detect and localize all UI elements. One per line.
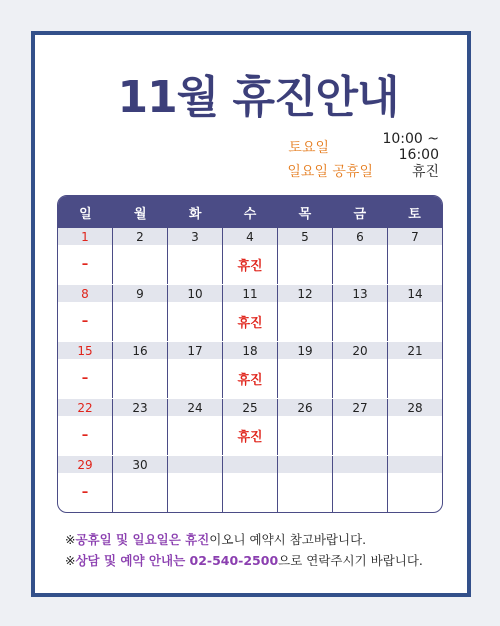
date-cell: 1 [58, 228, 113, 245]
footer-line-1-suffix: 이오니 예약시 참고바랍니다. [209, 532, 367, 547]
date-cell: 23 [113, 399, 168, 416]
week-notes-row [58, 359, 442, 398]
note-cell [388, 359, 442, 398]
weekday-fri: 금 [353, 206, 366, 222]
saturday-hours-row [287, 131, 439, 163]
note-cell [278, 359, 333, 398]
notice-frame [31, 31, 471, 597]
note-cell: – [58, 302, 113, 341]
date-cell: 16 [113, 342, 168, 359]
note-cell: – [58, 473, 113, 512]
saturday-value: 10:00 ~ 16:00 [382, 131, 439, 163]
note-cell: – [58, 359, 113, 398]
date-cell: 19 [278, 342, 333, 359]
footer-line-2-suffix: 으로 연락주시기 바랍니다. [278, 553, 423, 568]
holiday-value: 휴진 [411, 164, 439, 180]
date-cell: 4 [223, 228, 278, 245]
date-cell: 17 [168, 342, 223, 359]
date-cell: 24 [168, 399, 223, 416]
weekday-sun: 일 [79, 206, 92, 222]
date-cell: 2 [113, 228, 168, 245]
week-dates-row [58, 228, 442, 245]
date-cell: 7 [411, 229, 419, 244]
date-cell: 10 [168, 285, 223, 302]
note-cell [168, 245, 223, 284]
date-cell [223, 456, 278, 473]
note-cell [113, 473, 168, 512]
calendar-week [58, 398, 442, 455]
calendar-body [58, 228, 442, 512]
date-cell: 27 [333, 399, 388, 416]
weekday-mon: 월 [134, 206, 147, 222]
date-cell: 28 [407, 400, 423, 415]
note-cell [168, 473, 223, 512]
date-cell: 8 [58, 285, 113, 302]
date-cell: 25 [223, 399, 278, 416]
note-cell [333, 245, 388, 284]
note-cell [278, 416, 333, 455]
note-cell [168, 359, 223, 398]
note-cell: 휴진 [223, 245, 278, 284]
footer-line-1-highlight: 공휴일 및 일요일은 휴진 [75, 532, 210, 547]
date-cell: 18 [223, 342, 278, 359]
note-cell [388, 245, 442, 284]
note-cell [333, 302, 388, 341]
note-cell [388, 302, 442, 341]
date-cell: 3 [168, 228, 223, 245]
note-cell: 휴진 [223, 416, 278, 455]
date-cell [333, 456, 388, 473]
footer-line-2 [65, 550, 423, 571]
saturday-label: 토요일 [288, 140, 329, 156]
note-cell: – [58, 416, 113, 455]
date-cell: 11 [223, 285, 278, 302]
holiday-hours-row [287, 159, 439, 183]
week-notes-row [58, 416, 442, 455]
date-cell [388, 456, 442, 473]
note-cell [278, 473, 333, 512]
date-cell: 30 [113, 456, 168, 473]
date-cell: 5 [278, 228, 333, 245]
weekday-thu: 목 [298, 206, 312, 222]
note-cell [333, 473, 388, 512]
week-dates-row [58, 341, 442, 359]
date-cell: 26 [278, 399, 333, 416]
calendar [57, 195, 443, 513]
week-notes-row [58, 245, 442, 284]
calendar-header [58, 196, 442, 228]
date-cell: 15 [58, 342, 113, 359]
note-cell [388, 473, 442, 512]
week-notes-row [58, 473, 442, 512]
date-cell: 9 [113, 285, 168, 302]
note-cell: 휴진 [223, 302, 278, 341]
footer-line-2-prefix: ※ [65, 553, 76, 568]
week-dates-row [58, 455, 442, 473]
note-cell [113, 245, 168, 284]
note-cell [223, 473, 278, 512]
date-cell: 20 [333, 342, 388, 359]
week-dates-row [58, 398, 442, 416]
date-cell [278, 456, 333, 473]
date-cell: 13 [333, 285, 388, 302]
footer-notes [65, 529, 423, 571]
hours-info [287, 131, 439, 183]
date-cell: 22 [58, 399, 113, 416]
calendar-week [58, 341, 442, 398]
date-cell: 29 [58, 456, 113, 473]
calendar-week [58, 228, 442, 284]
note-cell [113, 302, 168, 341]
note-cell [168, 302, 223, 341]
page-title: 11월 휴진안내 [117, 72, 399, 123]
calendar-week [58, 455, 442, 512]
note-cell [168, 416, 223, 455]
note-cell [278, 245, 333, 284]
note-cell [333, 416, 388, 455]
date-cell [168, 456, 223, 473]
calendar-week [58, 284, 442, 341]
week-dates-row [58, 284, 442, 302]
note-cell [278, 302, 333, 341]
note-cell: 휴진 [223, 359, 278, 398]
note-cell [113, 416, 168, 455]
weekday-sat: 토 [408, 206, 421, 222]
weekday-wed: 수 [243, 206, 257, 222]
date-cell: 12 [278, 285, 333, 302]
note-cell: – [58, 245, 113, 284]
week-notes-row [58, 302, 442, 341]
note-cell [113, 359, 168, 398]
holiday-label: 일요일 공휴일 [287, 164, 373, 180]
date-cell: 14 [407, 286, 423, 301]
date-cell: 6 [333, 228, 388, 245]
date-cell: 21 [407, 343, 423, 358]
note-cell [388, 416, 442, 455]
note-cell [333, 359, 388, 398]
footer-line-1-prefix: ※ [65, 532, 76, 547]
footer-line-2-highlight: 상담 및 예약 안내는 02-540-2500 [75, 553, 279, 568]
footer-line-1 [65, 529, 423, 550]
weekday-tue: 화 [188, 206, 202, 222]
